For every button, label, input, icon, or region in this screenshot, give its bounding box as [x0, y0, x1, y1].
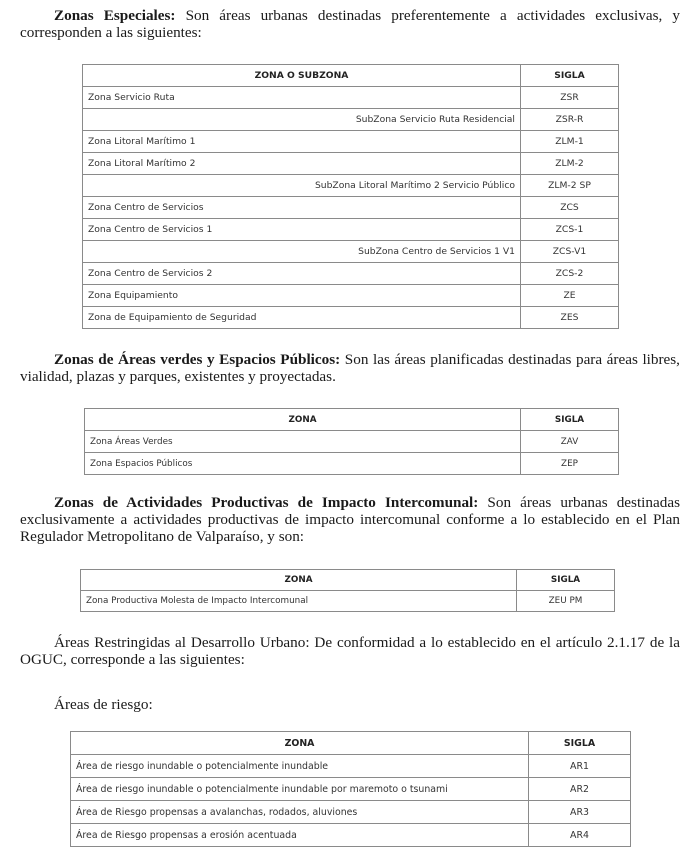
section-text: Áreas Restringidas al Desarrollo Urbano: De conformidad a lo establecido en el artículo 2.1.17 de la OGUC, corresponde a las siguientes:: [20, 634, 680, 669]
sigla-cell: AR4: [529, 824, 631, 847]
zona-cell: Zona de Equipamiento de Seguridad: [83, 307, 521, 329]
paragraph-zonas-especiales: [20, 7, 680, 41]
sigla-cell: ZEP: [521, 453, 619, 475]
sigla-cell: AR3: [529, 801, 631, 824]
table-areas-de-riesgo: [70, 731, 631, 847]
sigla-cell: ZAV: [521, 431, 619, 453]
sigla-cell: ZE: [521, 285, 619, 307]
zona-cell: Zona Equipamiento: [83, 285, 521, 307]
table-header-row: [81, 570, 615, 591]
table-row: [83, 131, 619, 153]
table-actividades-productivas: [80, 569, 615, 612]
table-row: [83, 87, 619, 109]
column-header-sigla: SIGLA: [517, 570, 615, 591]
section-text: Son áreas urbanas destinadas exclusivamente a actividades productivas de impacto intercomunal conforme a lo establecido en el Plan Regulador Metropolitano de Valparaíso, y son:: [20, 494, 680, 546]
table-row: [71, 755, 631, 778]
sigla-cell: ZLM-1: [521, 131, 619, 153]
sigla-cell: AR2: [529, 778, 631, 801]
sigla-cell: ZSR-R: [521, 109, 619, 131]
table-row: [83, 285, 619, 307]
section-text: Áreas de riesgo:: [54, 696, 153, 714]
sigla-cell: ZCS: [521, 197, 619, 219]
zona-cell: Zona Litoral Marítimo 1: [83, 131, 521, 153]
sigla-cell: ZCS-2: [521, 263, 619, 285]
column-header-zona: ZONA O SUBZONA: [83, 65, 521, 87]
sigla-cell: AR1: [529, 755, 631, 778]
table-row: [83, 109, 619, 131]
table-header-row: [83, 65, 619, 87]
table-header-row: [71, 732, 631, 755]
column-header-zona: ZONA: [71, 732, 529, 755]
subzona-cell: SubZona Litoral Marítimo 2 Servicio Público: [83, 175, 521, 197]
zona-cell: Zona Centro de Servicios: [83, 197, 521, 219]
zona-cell: Zona Áreas Verdes: [85, 431, 521, 453]
table-header-row: [85, 409, 619, 431]
column-header-sigla: SIGLA: [529, 732, 631, 755]
table-row: [83, 153, 619, 175]
paragraph-areas-restringidas: [20, 634, 680, 668]
table-zonas-especiales: [82, 64, 619, 329]
table-row: [71, 824, 631, 847]
table-row: [71, 801, 631, 824]
paragraph-areas-verdes: [20, 351, 680, 385]
zona-cell: Zona Centro de Servicios 2: [83, 263, 521, 285]
table-row: [81, 591, 615, 612]
table-row: [83, 175, 619, 197]
zona-cell: Área de riesgo inundable o potencialmente inundable por maremoto o tsunami: [71, 778, 529, 801]
zona-cell: Zona Centro de Servicios 1: [83, 219, 521, 241]
sigla-cell: ZSR: [521, 87, 619, 109]
zona-cell: Área de Riesgo propensas a erosión acentuada: [71, 824, 529, 847]
table-areas-verdes: [84, 408, 619, 475]
section-text: Son las áreas planificadas destinadas para áreas libres, vialidad, plazas y parques, existentes y proyectadas.: [20, 351, 680, 386]
sigla-cell: ZLM-2: [521, 153, 619, 175]
zona-cell: Área de Riesgo propensas a avalanchas, rodados, aluviones: [71, 801, 529, 824]
table-row: [85, 431, 619, 453]
paragraph-actividades-productivas: [20, 494, 680, 545]
zona-cell: Zona Litoral Marítimo 2: [83, 153, 521, 175]
sigla-cell: ZEU PM: [517, 591, 615, 612]
subzona-cell: SubZona Servicio Ruta Residencial: [83, 109, 521, 131]
table-row: [83, 307, 619, 329]
table-row: [83, 263, 619, 285]
column-header-sigla: SIGLA: [521, 65, 619, 87]
table-row: [83, 219, 619, 241]
column-header-sigla: SIGLA: [521, 409, 619, 431]
zona-cell: Zona Espacios Públicos: [85, 453, 521, 475]
section-heading: Zonas Especiales:: [54, 7, 176, 25]
sigla-cell: ZLM-2 SP: [521, 175, 619, 197]
column-header-zona: ZONA: [85, 409, 521, 431]
section-text: Son áreas urbanas destinadas preferentemente a actividades exclusivas, y corresponden a las siguientes:: [20, 7, 680, 42]
section-heading: Zonas de Actividades Productivas de Impacto Intercomunal:: [54, 494, 479, 512]
paragraph-areas-de-riesgo: [20, 696, 680, 713]
zona-cell: Área de riesgo inundable o potencialmente inundable: [71, 755, 529, 778]
zona-cell: Zona Productiva Molesta de Impacto Intercomunal: [81, 591, 517, 612]
table-row: [83, 241, 619, 263]
table-row: [85, 453, 619, 475]
table-row: [71, 778, 631, 801]
sigla-cell: ZES: [521, 307, 619, 329]
section-heading: Zonas de Áreas verdes y Espacios Públicos:: [54, 351, 341, 369]
subzona-cell: SubZona Centro de Servicios 1 V1: [83, 241, 521, 263]
sigla-cell: ZCS-V1: [521, 241, 619, 263]
zona-cell: Zona Servicio Ruta: [83, 87, 521, 109]
sigla-cell: ZCS-1: [521, 219, 619, 241]
table-row: [83, 197, 619, 219]
column-header-zona: ZONA: [81, 570, 517, 591]
